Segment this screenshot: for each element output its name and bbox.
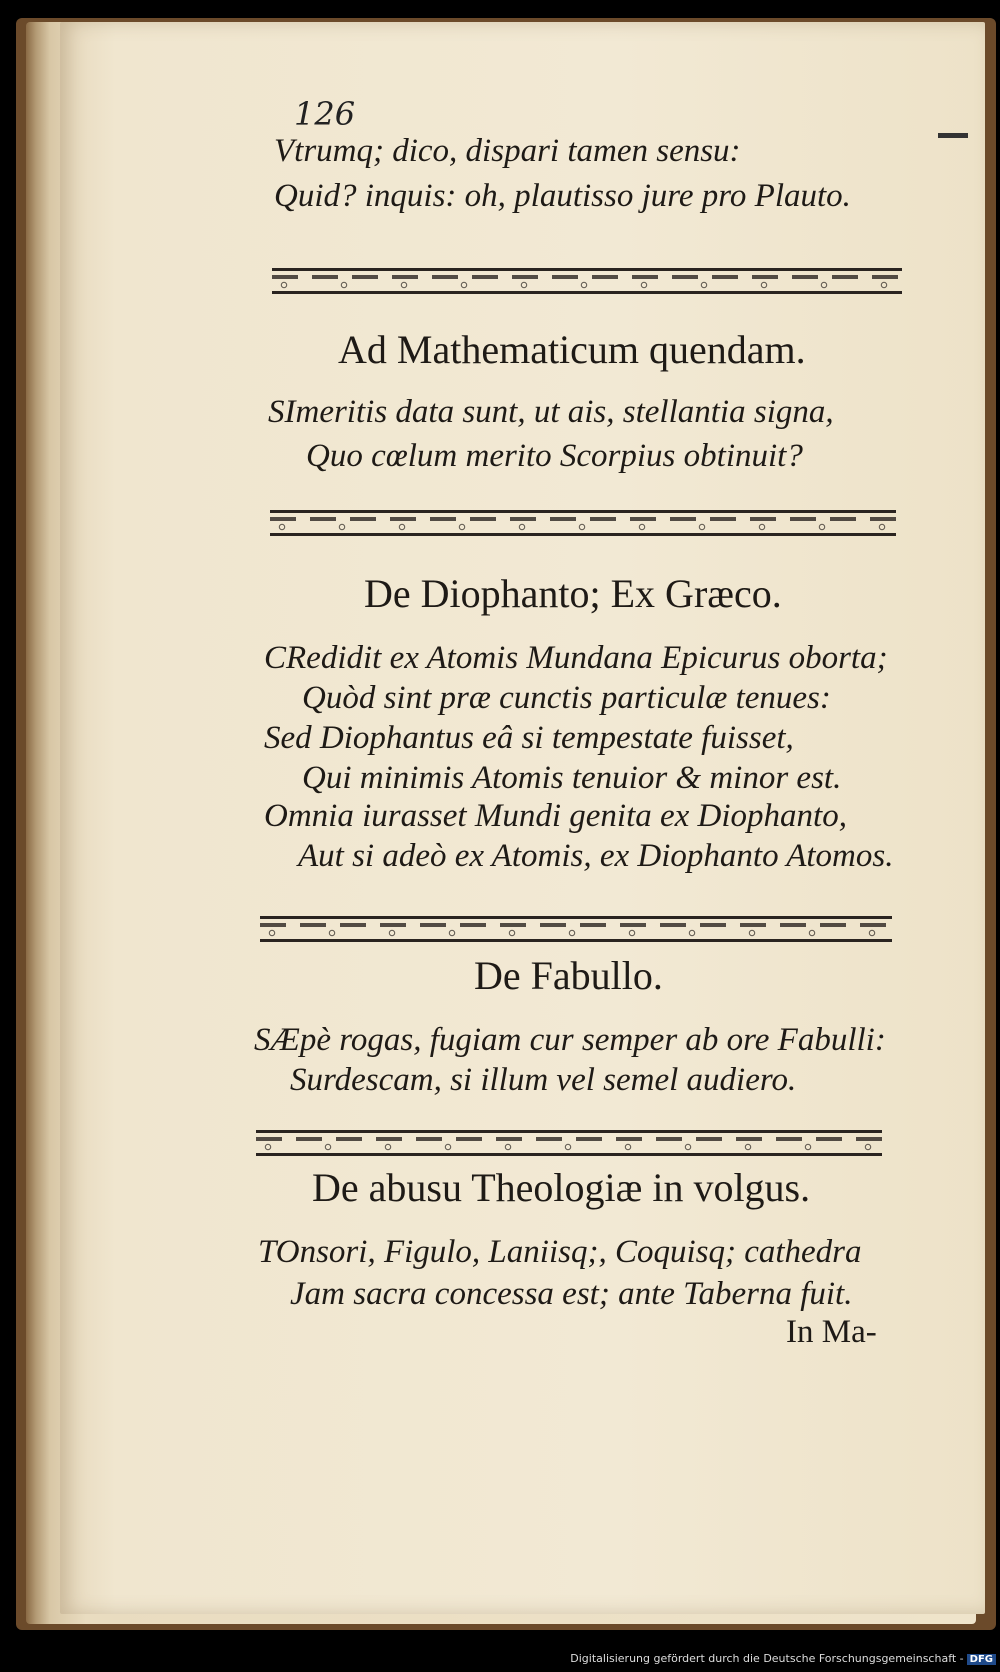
verse-line: SÆpè rogas, fugiam cur semper ab ore Fabulli:: [254, 1022, 886, 1058]
verse-line: Quòd sint præ cunctis particulæ tenues:: [302, 680, 831, 716]
ornament-divider: [270, 510, 896, 536]
ornament-divider: [272, 268, 902, 294]
margin-mark: [938, 133, 968, 138]
digitization-credit: [560, 1652, 996, 1668]
verse-line: Surdescam, si illum vel semel audiero.: [290, 1062, 797, 1098]
credit-text: Digitalisierung gefördert durch die Deutsche Forschungsgemeinschaft -: [570, 1652, 964, 1665]
poem-title: De abusu Theologiæ in volgus.: [312, 1165, 811, 1210]
verse-line: Quid? inquis: oh, plautisso jure pro Plauto.: [274, 178, 851, 214]
verse-line: TOnsori, Figulo, Laniisq;, Coquisq; cathedra: [258, 1234, 862, 1270]
poem-title: De Diophanto; Ex Græco.: [364, 571, 782, 616]
ornament-divider: [260, 916, 892, 942]
dfg-logo: DFG: [967, 1654, 996, 1665]
verse-line: Aut si adeò ex Atomis, ex Diophanto Atomos.: [298, 838, 894, 874]
verse-line: Quo cœlum merito Scorpius obtinuit?: [306, 438, 803, 474]
verse-line: Qui minimis Atomis tenuior & minor est.: [302, 760, 842, 796]
verse-line: Omnia iurasset Mundi genita ex Diophanto,: [264, 798, 847, 834]
poem-title: Ad Mathematicum quendam.: [338, 327, 806, 372]
ornament-divider: [256, 1130, 882, 1156]
poem-title: De Fabullo.: [474, 953, 663, 998]
verse-line: SImeritis data sunt, ut ais, stellantia signa,: [268, 394, 834, 430]
page-number: 126: [294, 95, 356, 133]
verse-line: CRedidit ex Atomis Mundana Epicurus oborta;: [264, 640, 888, 676]
verse-line: Sed Diophantus eâ si tempestate fuisset,: [264, 720, 794, 756]
catchword: In Ma-: [786, 1314, 877, 1350]
verse-line: Jam sacra concessa est; ante Taberna fuit.: [290, 1276, 853, 1312]
verse-line: Vtrumq; dico, dispari tamen sensu:: [274, 133, 741, 169]
